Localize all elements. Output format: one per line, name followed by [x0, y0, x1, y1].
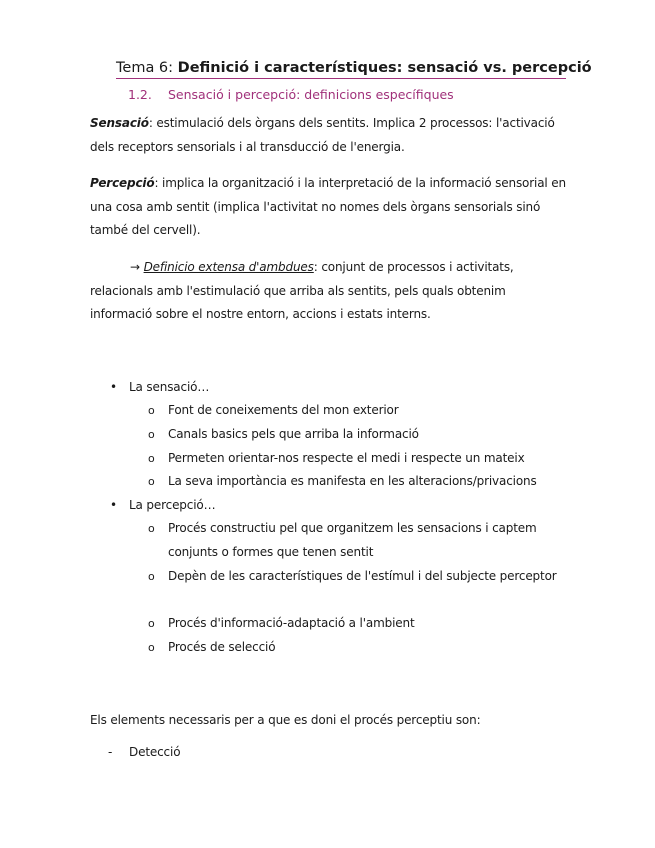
header-title: Definició i característiques: sensació vs. percepció [177, 60, 592, 76]
sub-list-item-text: Procés de selecció [168, 640, 276, 654]
sub-list-item-text: Procés constructiu pel que organitzem les sensacions i captem conjunts o formes que tenen sentit [168, 521, 537, 559]
circle-bullet-icon: o [148, 641, 155, 654]
definicio-text: : conjunt de processos i activitats, relacionals amb l'estimulació que arriba als sentits, pels quals obtenim informació sobre el nostre entorn, accions i estats interns. [90, 260, 514, 321]
circle-bullet-icon: o [148, 522, 155, 535]
circle-bullet-icon: o [148, 428, 155, 441]
sensacio-term: Sensació [90, 116, 149, 130]
sub-list-item-text: Procés d'informació-adaptació a l'ambient [168, 616, 415, 630]
dash-list-item-text: Detecció [129, 745, 181, 759]
page-header [116, 59, 592, 77]
circle-bullet-icon: o [148, 475, 155, 488]
sensacio-paragraph [90, 112, 570, 159]
section-subheading [128, 86, 454, 103]
percepcio-paragraph [90, 172, 570, 243]
sensacio-text: : estimulació dels òrgans dels sentits. Implica 2 processos: l'activació dels receptors sensorials i al transducció de l'energia. [90, 116, 555, 154]
sub-list-item-text: Canals basics pels que arriba la informació [168, 427, 419, 441]
sub-list-item-text: Permeten orientar-nos respecte el medi i respecte un mateix [168, 451, 525, 465]
header-prefix: Tema 6: [116, 60, 178, 76]
section-title: Sensació i percepció: definicions específiques [168, 87, 454, 102]
arrow-icon: → [130, 260, 140, 274]
header-divider [116, 78, 566, 79]
sub-list-item-text: Depèn de les característiques de l'estímul i del subjecte perceptor [168, 569, 557, 583]
sub-list-item-text: La seva importància es manifesta en les alteracions/privacions [168, 474, 537, 488]
dash-icon: - [108, 745, 113, 759]
list-item-label: La sensació… [129, 380, 210, 394]
list-item-label: La percepció… [129, 498, 216, 512]
percepcio-term: Percepció [90, 176, 155, 190]
bullet-icon: • [110, 498, 117, 512]
percepcio-text: : implica la organització i la interpretació de la informació sensorial en una cosa amb sentit (implica l'activitat no nomes dels òrgans sensorials sinó també del cervell). [90, 176, 566, 237]
elements-intro: Els elements necessaris per a que es doni el procés perceptiu son: [90, 713, 481, 727]
section-number: 1.2. [128, 87, 152, 102]
circle-bullet-icon: o [148, 404, 155, 417]
definicio-paragraph [90, 256, 570, 327]
circle-bullet-icon: o [148, 570, 155, 583]
definicio-label: Definicio extensa d'ambdues [143, 260, 314, 274]
sub-list-item-text: Font de coneixements del mon exterior [168, 403, 399, 417]
circle-bullet-icon: o [148, 452, 155, 465]
circle-bullet-icon: o [148, 617, 155, 630]
bullet-icon: • [110, 380, 117, 394]
